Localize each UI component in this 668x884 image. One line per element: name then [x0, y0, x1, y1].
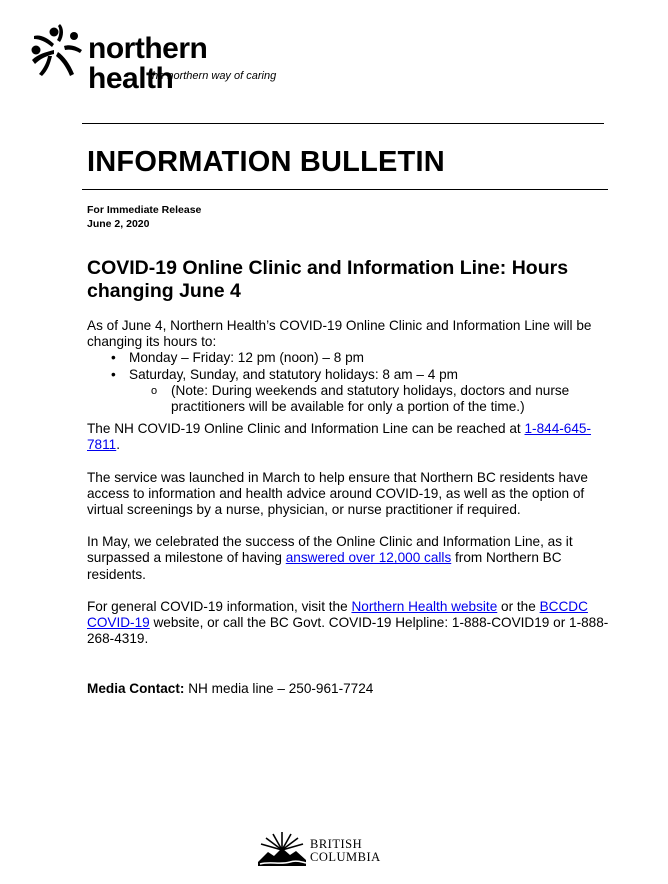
release-label: For Immediate Release	[87, 204, 202, 216]
bullet-icon: •	[111, 366, 116, 382]
bc-wordmark: BRITISH COLUMBIA	[310, 837, 381, 864]
bccdc-link[interactable]: BCCDC COVID-19	[87, 598, 588, 631]
release-info	[87, 203, 201, 231]
note-list	[129, 383, 617, 415]
hours-item: • Saturday, Sunday, and statutory holidays: 8 am – 4 pm o (Note: During weekends and statutory holidays, doctors and nurse practitioners will be available for only a portion of the time.)	[87, 367, 617, 416]
logo-name: northern health	[88, 32, 208, 95]
title-rule	[82, 189, 608, 190]
logo-tagline: the northern way of caring	[149, 70, 277, 82]
general-paragraph: For general COVID-19 information, visit the Northern Health website or the BCCDC COVID-19 website, or call the BC Govt. COVID-19 Helpline: 1-888-COVID19 or 1-888-268-4319.	[87, 598, 609, 647]
circle-bullet-icon: o	[151, 384, 158, 397]
note-item: o (Note: During weekends and statutory holidays, doctors and nurse practitioners will be available for only a portion of the time.)	[151, 382, 570, 415]
bulletin-title: INFORMATION BULLETIN	[87, 146, 445, 178]
media-contact-value: NH media line – 250-961-7724	[184, 681, 374, 696]
reach-paragraph: The NH COVID-19 Online Clinic and Information Line can be reached at 1-844-645-7811.	[87, 421, 592, 453]
top-rule	[82, 123, 604, 124]
calls-link[interactable]: answered over 12,000 calls	[285, 550, 452, 566]
launch-paragraph: The service was launched in March to help ensure that Northern BC residents have access to information and health advice around COVID-19, as well as the option of virtual screenings by a nurse, physician, or nurse practitioner if required.	[87, 469, 588, 518]
bc-sun-mountain-icon	[256, 828, 308, 868]
northern-health-website-link[interactable]: Northern Health website	[351, 598, 498, 614]
british-columbia-logo	[256, 828, 386, 872]
may-paragraph: In May, we celebrated the success of the Online Clinic and Information Line, as it surpassed a milestone of having answered over 12,000 calls from Northern BC residents.	[87, 534, 573, 582]
bullet-icon: •	[111, 350, 116, 366]
northern-health-logo	[30, 20, 300, 95]
bulletin-body	[87, 318, 617, 647]
intro-paragraph: As of June 4, Northern Health’s COVID-19 Online Clinic and Information Line will be changing its hours to:	[87, 318, 592, 350]
headline: COVID-19 Online Clinic and Information Line: Hours changing June 4	[87, 257, 569, 302]
release-date: June 2, 2020	[87, 218, 150, 230]
hours-list	[87, 350, 617, 415]
media-contact	[87, 681, 373, 697]
media-contact-label: Media Contact:	[87, 681, 185, 696]
phone-link[interactable]: 1-844-645-7811	[87, 421, 592, 453]
northern-health-mark-icon	[30, 20, 86, 82]
hours-item: • Monday – Friday: 12 pm (noon) – 8 pm	[111, 350, 364, 366]
